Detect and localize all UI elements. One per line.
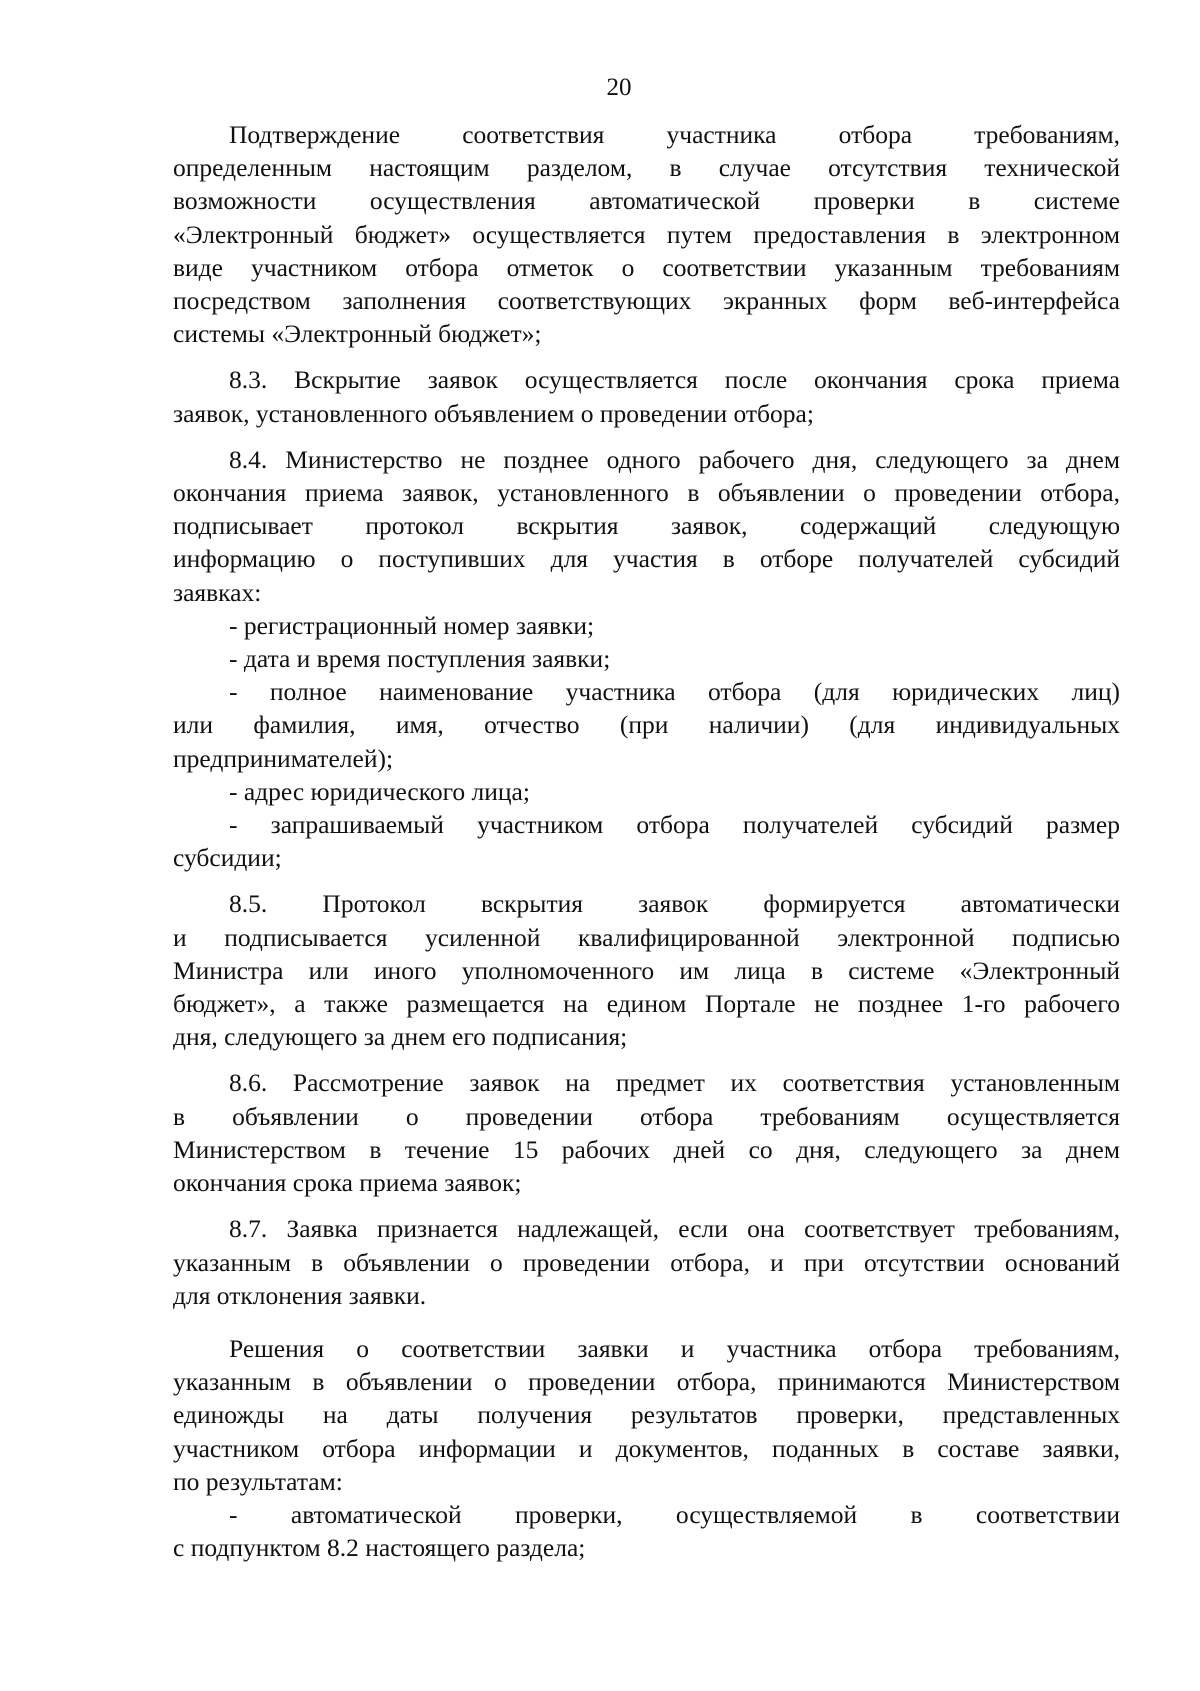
document-body [173,118,1120,1577]
text-line: Министерством в течение 15 рабочих дней со дня, следующего за днем [173,1134,1120,1164]
text-line: 8.4. Министерство не позднее одного рабочего дня, следующего за днем [229,444,1120,474]
list-item: - адрес юридического лица; [229,776,530,806]
text-line: указанным в объявлении о проведении отбора, и при отсутствии оснований [173,1247,1120,1277]
paragraph-decisions [173,1332,1120,1498]
decisions-list [173,1498,1120,1564]
text-line: указанным в объявлении о проведении отбора, принимаются Министерством [173,1367,1120,1397]
text-line: Подтверждение соответствия участника отбора требованиям, [229,120,1120,149]
paragraph-8-5 [173,887,1120,1053]
list-item: - запрашиваемый участником отбора получателей субсидий размер [229,810,1120,840]
paragraph-8-4 [173,443,1120,609]
text-line: Министра или иного уполномоченного им лица в системе «Электронный [173,955,1120,985]
text-line: информацию о поступивших для участия в отборе получателей субсидий [173,544,1120,574]
text-line: 8.6. Рассмотрение заявок на предмет их соответствия установленным [229,1068,1120,1098]
text-line: возможности осуществления автоматической проверки в системе [173,186,1120,216]
page-number: 20 [606,74,632,101]
text-line: по результатам: [173,1466,343,1496]
text-line: или фамилия, имя, отчество (при наличии) (для индивидуальных [173,710,1120,740]
text-line: системы «Электронный бюджет»; [173,319,542,349]
list-item: - регистрационный номер заявки; [229,610,595,640]
text-line: единожды на даты получения результатов проверки, представленных [173,1400,1120,1430]
paragraph-8-7 [173,1212,1120,1312]
text-line: виде участником отбора отметок о соответствии указанным требованиям [173,252,1120,282]
text-line: дня, следующего за днем его подписания; [173,1022,628,1052]
text-line: для отклонения заявки. [173,1280,427,1310]
text-line: 8.7. Заявка признается надлежащей, если она соответствует требованиям, [229,1214,1120,1244]
protocol-info-list [173,609,1120,875]
list-item: - автоматической проверки, осуществляемой в соответствии [229,1499,1120,1529]
text-line: «Электронный бюджет» осуществляется путем предоставления в электронном [173,219,1120,249]
list-item: - полное наименование участника отбора (для юридических лиц) [229,677,1120,707]
paragraph-8-3 [173,363,1120,429]
text-line: окончания срока приема заявок; [173,1168,522,1198]
text-line: бюджет», а также размещается на едином Портале не позднее 1-го рабочего [173,989,1120,1019]
text-line: 8.5. Протокол вскрытия заявок формируется автоматически [229,889,1120,919]
text-line: 8.3. Вскрытие заявок осуществляется после окончания срока приема [229,365,1120,395]
text-line: и подписывается усиленной квалифицированной электронной подписью [173,922,1120,952]
text-line: подписывает протокол вскрытия заявок, содержащий следующую [173,511,1120,541]
text-line: предпринимателей); [173,743,394,773]
text-line: субсидии; [173,843,282,873]
text-line: посредством заполнения соответствующих экранных форм веб-интерфейса [173,286,1120,316]
text-line: Решения о соответствии заявки и участника отбора требованиям, [229,1333,1120,1363]
paragraph-confirmation [173,118,1120,350]
text-line: с подпунктом 8.2 настоящего раздела; [173,1533,586,1563]
list-item: - дата и время поступления заявки; [229,644,611,674]
text-line: заявок, установленного объявлением о проведении отбора; [173,398,814,428]
text-line: заявках: [173,577,262,607]
text-line: участником отбора информации и документов, поданных в составе заявки, [173,1433,1120,1463]
text-line: определенным настоящим разделом, в случае отсутствия технической [173,153,1120,183]
text-line: окончания приема заявок, установленного в объявлении о проведении отбора, [173,478,1120,508]
paragraph-8-6 [173,1066,1120,1199]
text-line: в объявлении о проведении отбора требованиям осуществляется [173,1101,1120,1131]
